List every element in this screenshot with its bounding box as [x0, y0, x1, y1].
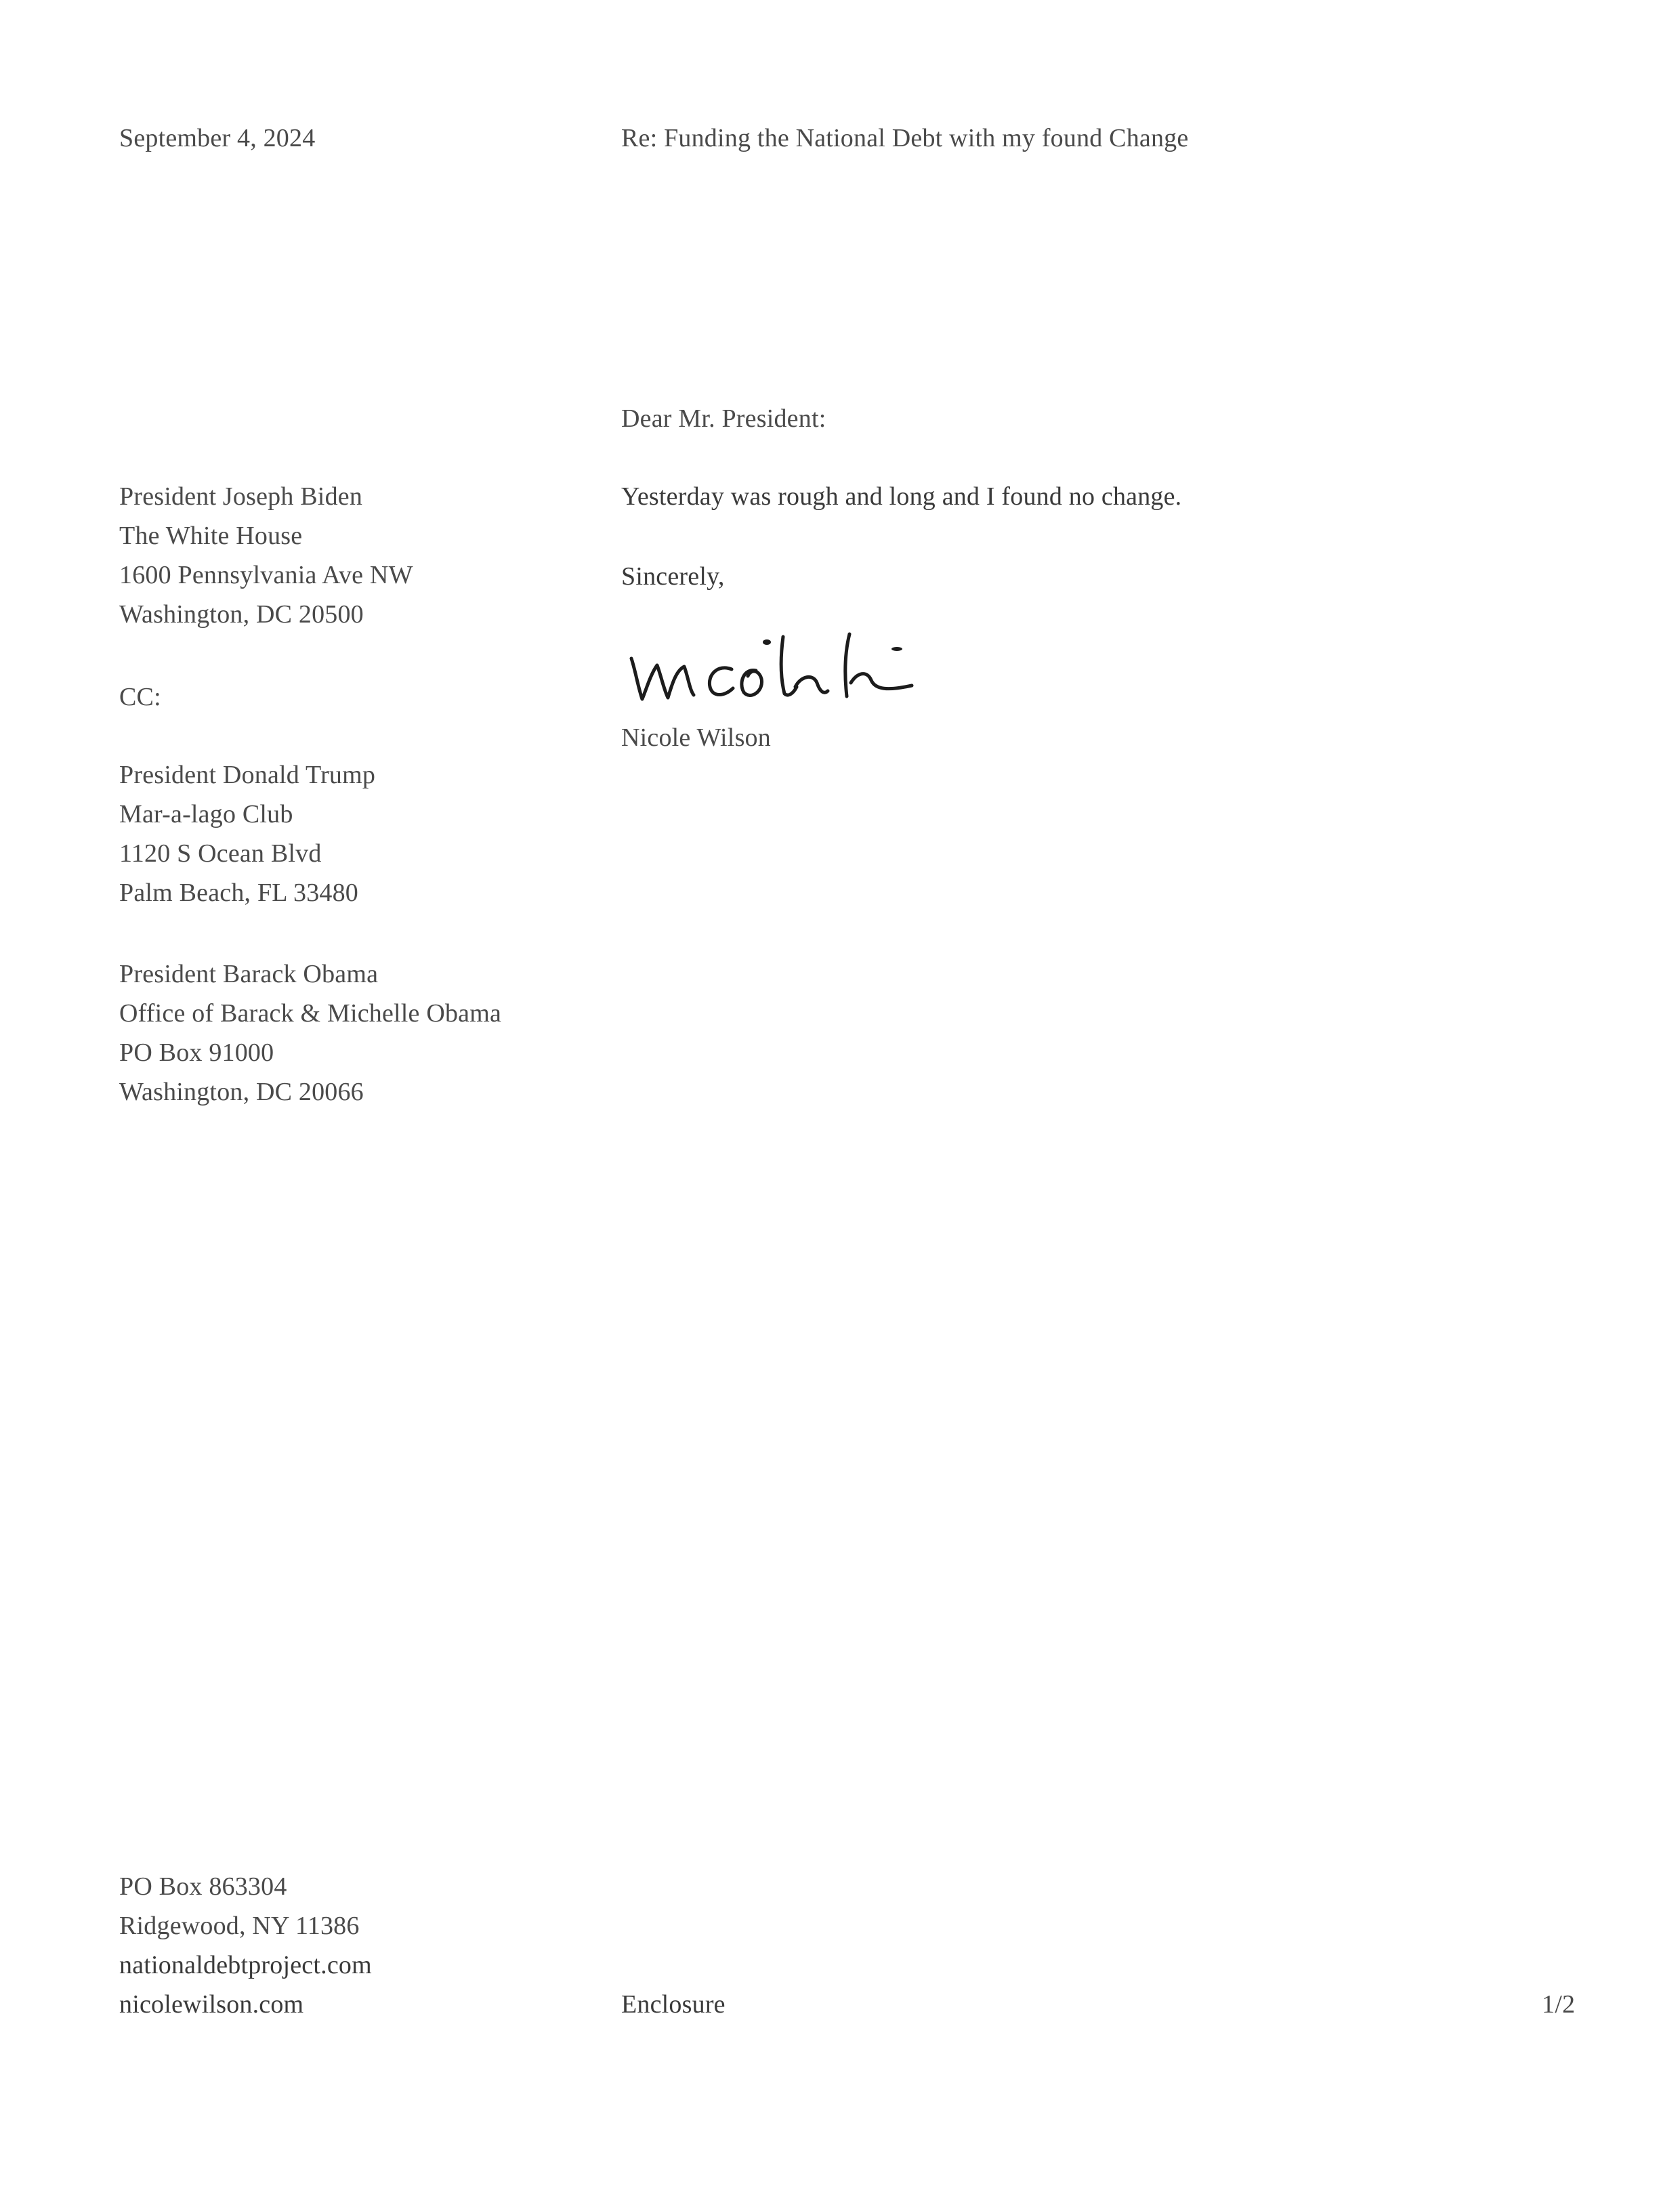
- cc-recipient-1-name: President Donald Trump: [119, 761, 376, 789]
- salutation: Dear Mr. President:: [621, 404, 826, 433]
- handwritten-signature: [623, 596, 948, 711]
- recipient-line-2: The White House: [119, 522, 303, 550]
- cc-recipient-1: [119, 755, 375, 912]
- letter-body: Yesterday was rough and long and I found no change.: [621, 482, 1182, 511]
- cc-recipient-2-name: President Barack Obama: [119, 960, 379, 988]
- recipient-line-4: Washington, DC 20500: [119, 600, 364, 629]
- letter-date: September 4, 2024: [119, 124, 316, 152]
- cc-recipient-2-line-2: Office of Barack & Michelle Obama: [119, 999, 502, 1028]
- letter-subject: Re: Funding the National Debt with my found Change: [621, 124, 1189, 152]
- recipient-address: [119, 477, 413, 634]
- sender-website-2: nicolewilson.com: [119, 1990, 304, 2019]
- sender-po-box: PO Box 863304: [119, 1872, 287, 1901]
- recipient-line-3: 1600 Pennsylvania Ave NW: [119, 561, 413, 589]
- cc-recipient-2: [119, 954, 501, 1112]
- recipient-name: President Joseph Biden: [119, 482, 363, 511]
- cc-recipient-1-line-3: 1120 S Ocean Blvd: [119, 839, 322, 868]
- sender-address: [119, 1867, 372, 2024]
- page-number: 1/2: [1542, 1990, 1576, 2019]
- closing: Sincerely,: [621, 562, 725, 591]
- cc-recipient-2-line-4: Washington, DC 20066: [119, 1078, 364, 1106]
- cc-recipient-1-line-4: Palm Beach, FL 33480: [119, 879, 358, 907]
- sender-website-1: nationaldebtproject.com: [119, 1951, 372, 1979]
- sender-city: Ridgewood, NY 11386: [119, 1912, 360, 1940]
- cc-recipient-2-line-3: PO Box 91000: [119, 1038, 274, 1067]
- enclosure-note: Enclosure: [621, 1990, 726, 2019]
- cc-label: CC:: [119, 683, 161, 711]
- cc-recipient-1-line-2: Mar-a-lago Club: [119, 800, 293, 828]
- signature-name: Nicole Wilson: [621, 723, 771, 752]
